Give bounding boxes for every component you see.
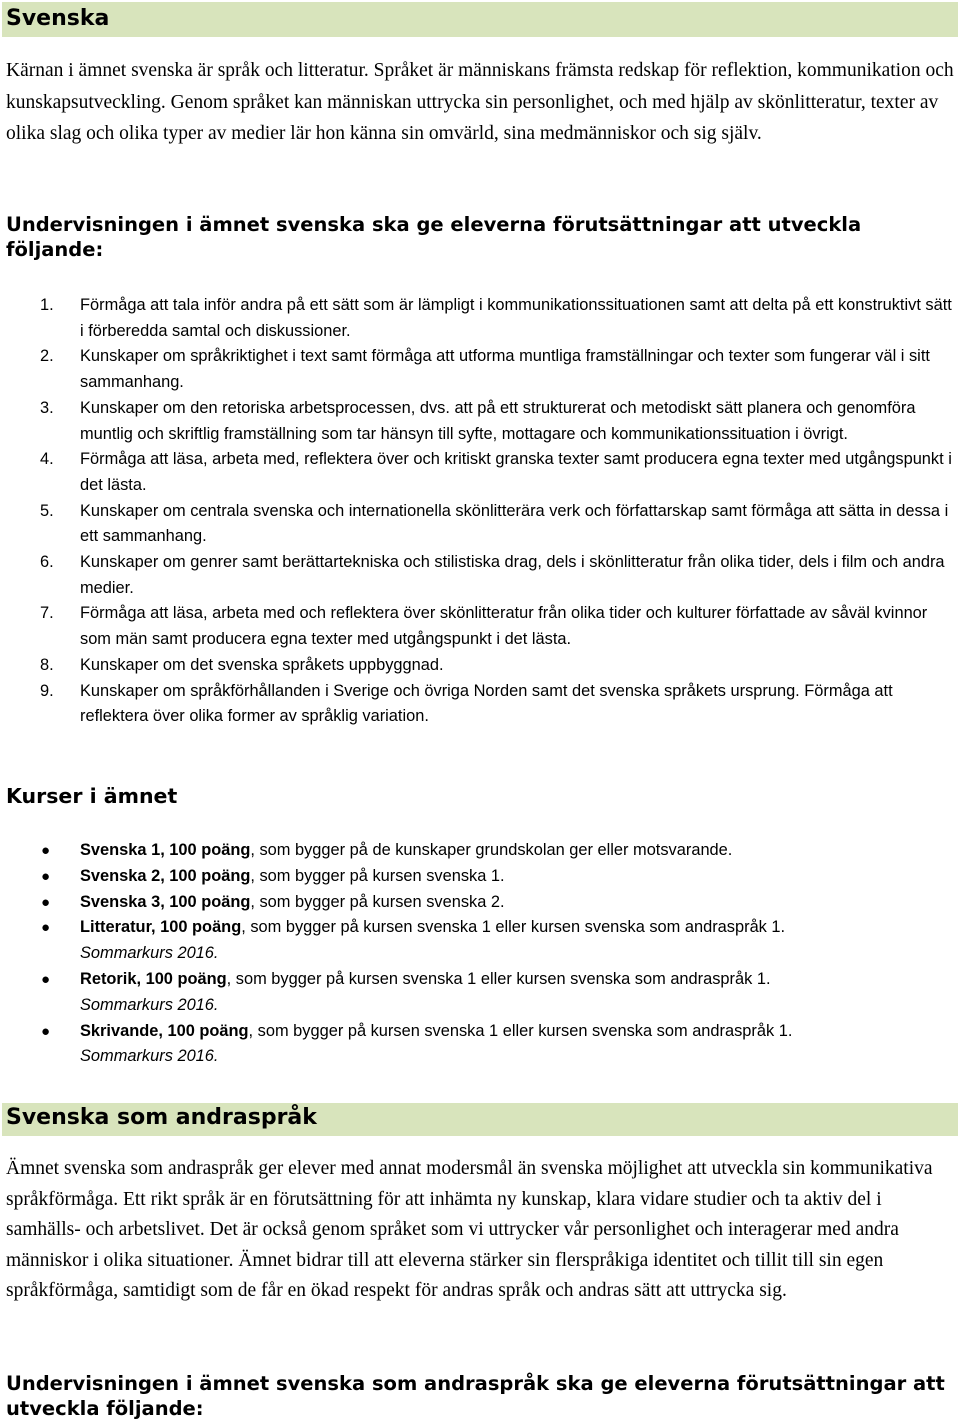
goal-text: Kunskaper om det svenska språkets uppbyggnad.	[80, 655, 444, 674]
course-note: Sommarkurs 2016.	[80, 1047, 219, 1066]
goal-number: 5.	[40, 501, 54, 520]
bullet-icon: ●	[41, 867, 51, 885]
course-description: , som bygger på kursen svenska 1 eller kursen svenska som andraspråk 1.	[248, 1021, 793, 1040]
goal-item	[0, 344, 960, 395]
bullet-icon: ●	[41, 919, 51, 937]
goal-item	[0, 396, 960, 447]
goal-text: Förmåga att tala inför andra på ett sätt som är lämpligt i kommunikationssituationen samt att delta på ett konstruktivt sätt i förberedda samtal och diskussioner.	[80, 296, 952, 340]
course-item	[0, 967, 960, 1019]
goal-number: 7.	[40, 604, 54, 623]
course-description: , som bygger på kursen svenska 1 eller kursen svenska som andraspråk 1.	[226, 969, 771, 988]
goal-item	[0, 499, 960, 550]
goal-text: Kunskaper om språkförhållanden i Sverige och övriga Norden samt det svenska språkets ursprung. Förmåga att reflektera över olika former av språklig variation.	[80, 681, 893, 726]
bullet-icon: ●	[41, 1022, 51, 1040]
goal-number: 3.	[40, 398, 54, 417]
goal-number: 9.	[40, 681, 54, 700]
courses-list	[0, 838, 960, 1070]
goal-number: 8.	[40, 655, 54, 674]
course-note: Sommarkurs 2016.	[80, 995, 219, 1014]
course-item	[0, 890, 960, 916]
goals-heading-svenska: Undervisningen i ämnet svenska ska ge eleverna förutsättningar att utveckla följande:	[6, 213, 862, 261]
goal-text: Kunskaper om centrala svenska och internationella skönlitterära verk och författarskap samt förmåga att sätta in dessa i ett sammanhang.	[80, 501, 949, 546]
course-item	[0, 915, 960, 967]
course-item	[0, 838, 960, 864]
course-description: , som bygger på de kunskaper grundskolan ger eller motsvarande.	[250, 841, 733, 859]
bullet-icon: ●	[41, 842, 51, 859]
intro-paragraph-svenska: Kärnan i ämnet svenska är språk och litteratur. Språket är människans främsta redskap för reflektion, kommunikation och kunskapsutveckling. Genom språket kan människan uttrycka sin personlighet, och med hjälp av skönlitteratur, texter av olika slag och olika typer av medier lär hon känna sin omvärld, sina medmänniskor och sig själv.	[6, 60, 954, 144]
goal-number: 4.	[40, 450, 54, 469]
goal-text: Förmåga att läsa, arbeta med, reflektera över och kritiskt granska texter samt producera egna texter med utgångspunkt i det lästa.	[80, 450, 952, 494]
bullet-icon: ●	[41, 970, 51, 988]
course-name: Skrivande, 100 poäng	[80, 1021, 249, 1040]
course-description: , som bygger på kursen svenska 1 eller kursen svenska som andraspråk 1.	[241, 918, 786, 937]
goal-number: 6.	[40, 553, 54, 572]
course-name: Svenska 3, 100 poäng	[80, 892, 251, 911]
course-name: Litteratur, 100 poäng	[80, 918, 242, 937]
course-description: , som bygger på kursen svenska 2.	[250, 892, 505, 911]
section-title-sva: Svenska som andraspråk	[6, 1105, 317, 1130]
course-name: Svenska 2, 100 poäng	[80, 866, 251, 885]
goal-number: 2.	[40, 347, 54, 366]
goal-item	[0, 679, 960, 730]
goals-list	[0, 293, 960, 730]
goal-text: Förmåga att läsa, arbeta med och reflektera över skönlitteratur från olika tider och kulturer författade av såväl kvinnor som män samt producera egna texter med utgångspunkt i det lästa.	[80, 604, 928, 649]
course-description: , som bygger på kursen svenska 1.	[250, 866, 505, 885]
goal-item	[0, 653, 960, 679]
goal-number: 1.	[40, 296, 54, 314]
goal-text: Kunskaper om språkriktighet i text samt förmåga att utforma muntliga framställningar och texter som fungerar väl i sitt sammanhang.	[80, 347, 930, 392]
goal-item	[0, 293, 960, 344]
goal-text: Kunskaper om den retoriska arbetsprocessen, dvs. att på ett strukturerat och metodiskt sätt planera och genomföra muntlig och skriftlig framställning som tar hänsyn till syfte, mottagare och kommunikationssituation i övrigt.	[80, 398, 916, 443]
course-note: Sommarkurs 2016.	[80, 944, 219, 963]
section-header-band-svenska	[2, 2, 958, 37]
course-item	[0, 864, 960, 890]
goal-item	[0, 447, 960, 498]
course-item	[0, 1019, 960, 1071]
section-title-svenska: Svenska	[6, 6, 110, 31]
goal-text: Kunskaper om genrer samt berättartekniska och stilistiska drag, dels i skönlitteratur från olika tider, dels i film och andra medier.	[80, 553, 945, 597]
goals-heading-sva: Undervisningen i ämnet svenska som andraspråk ska ge eleverna förutsättningar att utveckla följande:	[6, 1372, 945, 1420]
bullet-icon: ●	[41, 893, 51, 911]
goal-item	[0, 601, 960, 652]
intro-paragraph-sva: Ämnet svenska som andraspråk ger elever med annat modersmål än svenska möjlighet att utveckla sin kommunikativa språkförmåga. Ett rikt språk är en förutsättning för att inhämta ny kunskap, klara vidare studier och ta aktiv del i samhälls- och arbetslivet. Det är också genom språket som vi uttrycker vår personlighet och interagerar med andra människor i olika situationer. Ämnet bidrar till att eleverna stärker sin flerspråkiga identitet och tillit till sin egen språkförmåga, samtidigt som de får en ökad respekt för andras språk och andras sätt att uttrycka sig.	[6, 1158, 933, 1302]
goal-item	[0, 550, 960, 601]
courses-heading: Kurser i ämnet	[6, 784, 178, 808]
course-name: Retorik, 100 poäng	[80, 969, 227, 988]
course-name: Svenska 1, 100 poäng	[80, 841, 251, 859]
